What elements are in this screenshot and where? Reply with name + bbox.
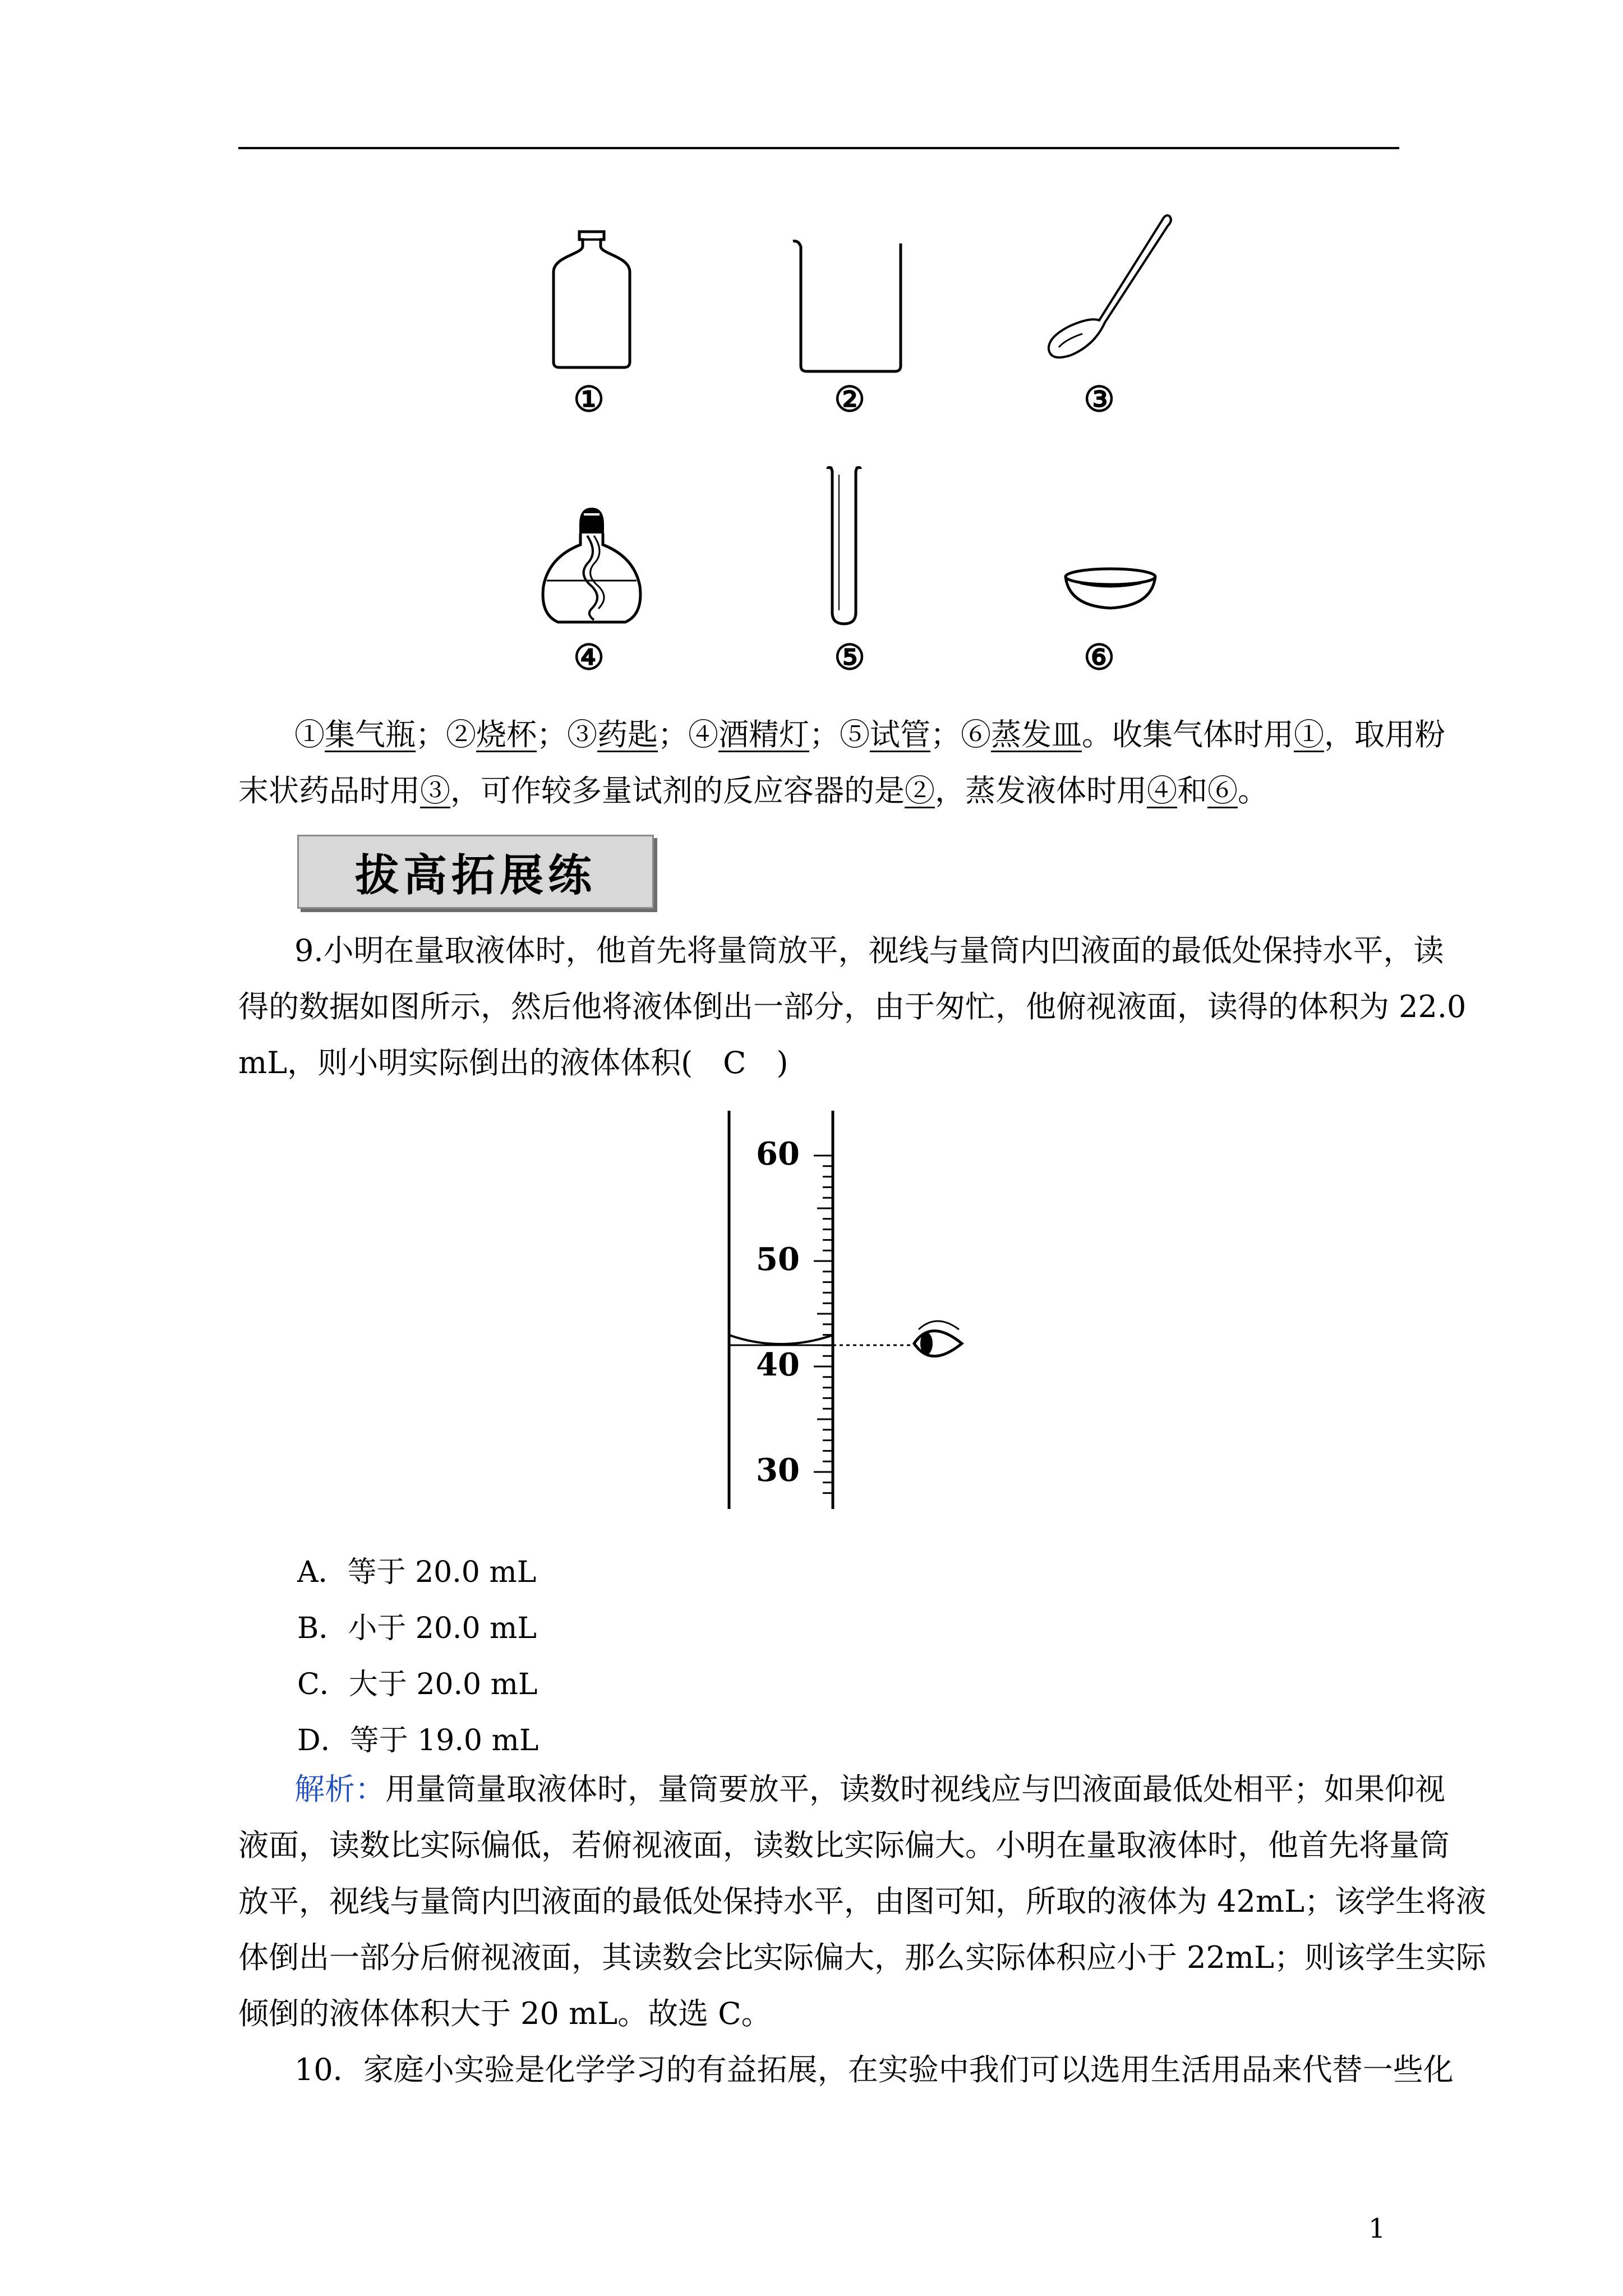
separator: ； [658,717,688,752]
answer-alcohol-lamp: 酒精灯 [718,717,809,752]
cylinder-drawing [707,1105,987,1515]
q8-num-4: ④ [688,717,718,752]
tick-label-60: 60 [756,1135,800,1172]
header-rule [238,147,1399,149]
evaporating-dish-icon [1060,561,1161,617]
q8-text: 。 [1238,773,1268,808]
option-c: C．大于 20.0 mL [297,1668,538,1701]
analysis-line-3: 放平，视线与量筒内凹液面的最低处保持水平，由图可知，所取的液体为 42mL；该学生将液 [238,1884,1486,1919]
q8-text: 。收集气体时用 [1082,717,1294,752]
answer-gas-bottle: 集气瓶 [325,717,416,752]
answer-beaker: 烧杯 [476,717,537,752]
section-banner [297,835,654,909]
tick-label-30: 30 [756,1452,800,1489]
answer-spoon: 药匙 [597,717,658,752]
q9-line-3 [238,1035,789,1091]
separator: ； [416,717,446,752]
analysis-line-5: 倾倒的液体体积大于 20 mL。故选 C。 [238,1996,772,2031]
q8-text: ，可作较多量试剂的反应容器的是 [450,773,905,808]
q8-answer-line-2 [238,763,1268,819]
q10-line-1: 10．家庭小实验是化学学习的有益拓展，在实验中我们可以选用生活用品来代替一些化 [294,2052,1454,2087]
answer-evaporate-1: ④ [1147,773,1177,808]
apparatus-label-5: ⑤ [834,637,865,678]
spoon-icon [1043,210,1178,373]
q8-text: ，取用粉 [1324,717,1445,752]
apparatus-label-2: ② [834,379,865,420]
tick-label-50: 50 [756,1241,800,1278]
q8-text: 和 [1177,773,1207,808]
answer-evaporate-2: ⑥ [1207,773,1238,808]
answer-reaction-vessel: ② [905,773,935,808]
option-b: B．小于 20.0 mL [297,1612,537,1645]
separator: ； [537,717,567,752]
apparatus-label-3: ③ [1083,379,1115,420]
q8-num-1: ① [294,717,325,752]
section-title: 拔高拓展练 [354,850,596,901]
q9-stem: mL，则小明实际倒出的液体体积( [238,1045,723,1080]
q8-answer-line-1 [294,707,1445,763]
q9-line-1: 9.小明在量取液体时，他首先将量筒放平，视线与量筒内凹液面的最低处保持水平，读 [294,933,1444,968]
analysis-line-4: 体倒出一部分后俯视液面，其读数会比实际偏大，那么实际体积应小于 22mL；则该学生实际 [238,1940,1486,1975]
test-tube-icon [824,466,864,628]
tick-label-40: 40 [756,1346,800,1383]
answer-powder: ③ [420,773,450,808]
analysis-line-2: 液面，读数比实际偏低，若俯视液面，读数比实际偏大。小明在量取液体时，他首先将量筒 [238,1828,1450,1863]
analysis-label: 解析： [294,1772,385,1807]
q8-num-5: ⑤ [840,717,870,752]
answer-evaporating-dish: 蒸发皿 [991,717,1082,752]
analysis-line-1 [294,1761,1445,1818]
separator: ； [930,717,961,752]
q9-line-2: 得的数据如图所示，然后他将液体倒出一部分，由于匆忙，他俯视液面，读得的体积为 22.0 [238,989,1467,1024]
answer-collect-gas: ① [1294,717,1324,752]
q9-stem-end: ) [746,1045,789,1080]
q8-num-6: ⑥ [961,717,991,752]
apparatus-label-1: ① [573,379,605,420]
q9-answer: C [723,1045,746,1080]
analysis-text: 用量筒量取液体时，量筒要放平，读数时视线应与凹液面最低处相平；如果仰视 [385,1772,1445,1807]
page-number: 1 [1368,2213,1386,2244]
separator: ； [809,717,840,752]
q8-text: ，蒸发液体时用 [935,773,1147,808]
beaker-icon [791,236,909,376]
graduated-cylinder-figure [707,1105,987,1515]
apparatus-label-4: ④ [573,637,605,678]
answer-test-tube: 试管 [870,717,930,752]
gas-collecting-bottle-icon [547,227,637,373]
q8-num-3: ③ [567,717,597,752]
q8-num-2: ② [446,717,476,752]
apparatus-label-6: ⑥ [1083,637,1115,678]
option-a: A．等于 20.0 mL [297,1556,537,1589]
q8-text: 末状药品时用 [238,773,420,808]
option-d: D．等于 19.0 mL [297,1724,539,1757]
alcohol-lamp-icon [536,502,648,631]
